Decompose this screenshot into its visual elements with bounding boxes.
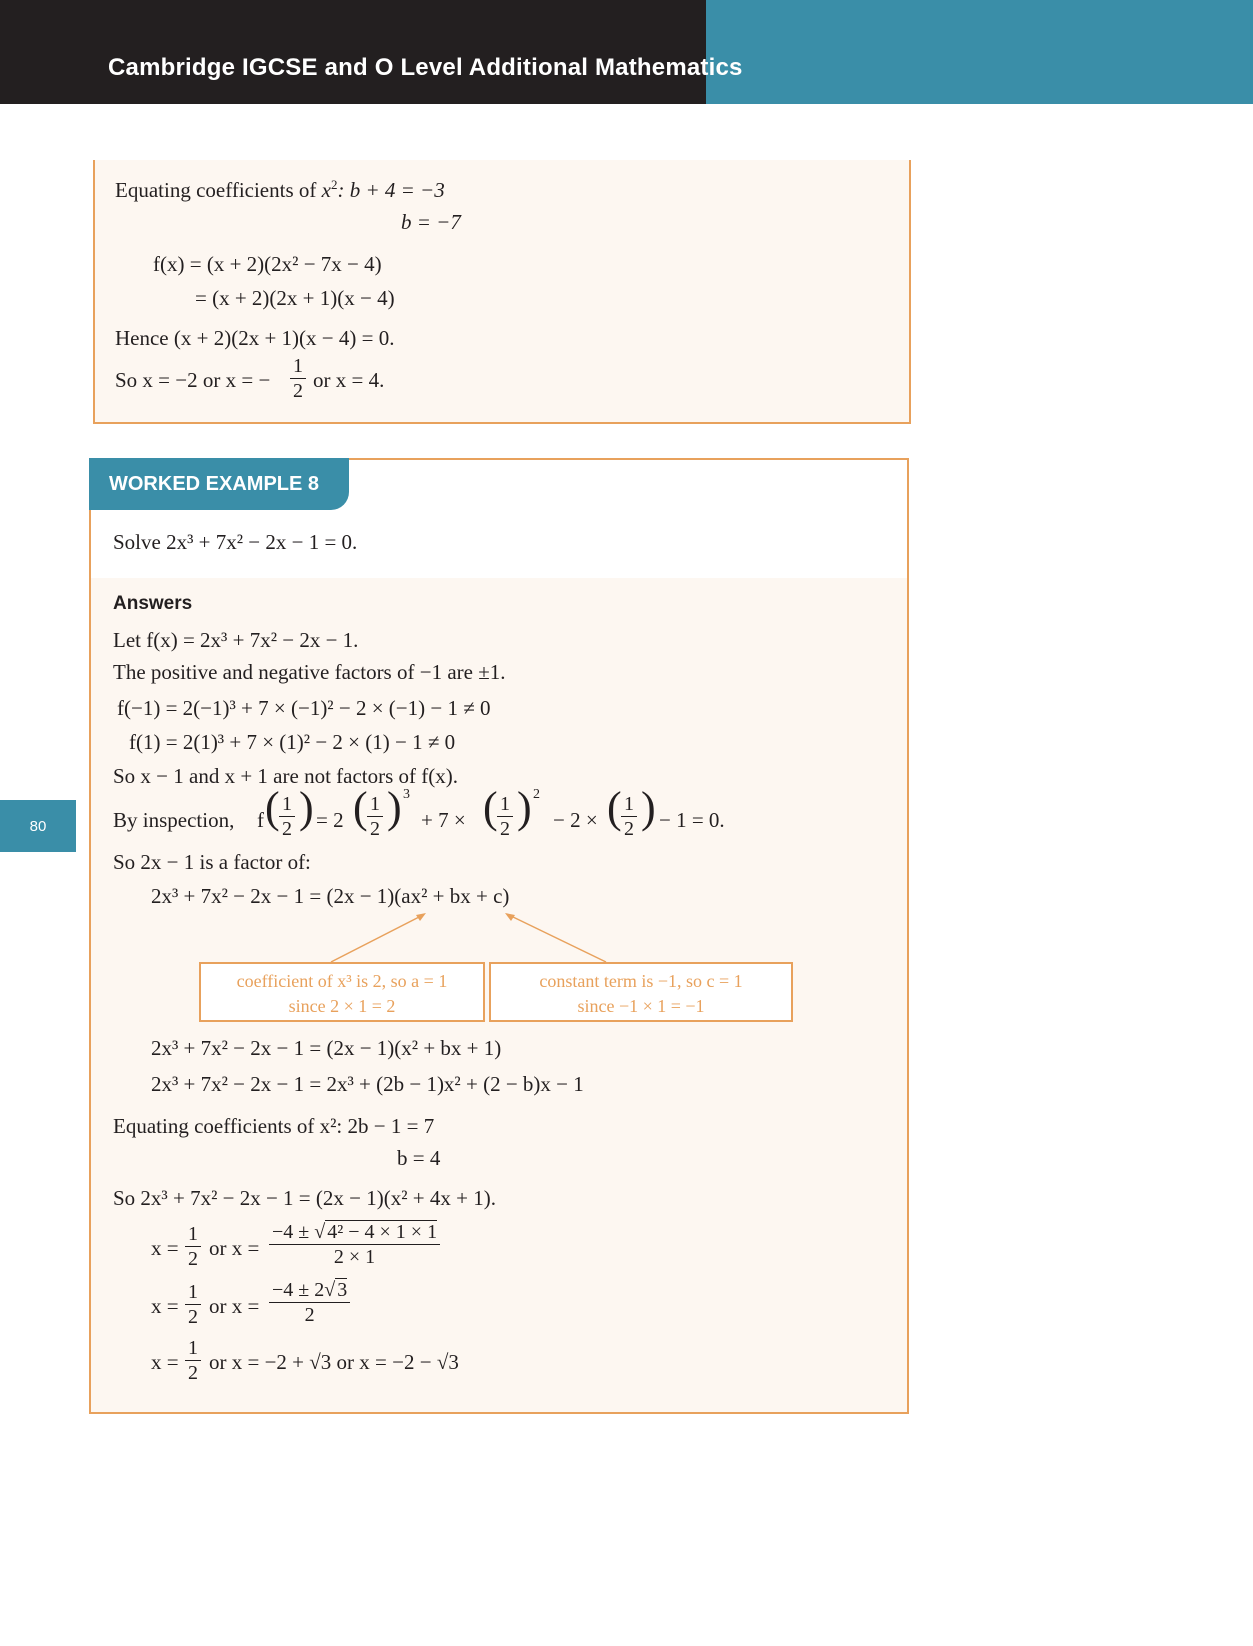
header-accent: [706, 0, 1253, 104]
fraction-half-q2: 1 2: [185, 1282, 201, 1327]
callout-coefficient-a: coefficient of x³ is 2, so a = 1 since 2 × 1 = 2: [199, 962, 485, 1022]
hence-line: Hence (x + 2)(2x + 1)(x − 4) = 0.: [115, 326, 395, 350]
substituted-line-2: 2x³ + 7x² − 2x − 1 = 2x³ + (2b − 1)x² + (2 − b)x − 1: [151, 1072, 584, 1096]
fraction-half-1: 1 2: [279, 794, 295, 839]
paren-close-2: ): [387, 783, 402, 832]
worked-example-8-box: [89, 458, 909, 1414]
or-x-equals-2: or x =: [209, 1294, 260, 1318]
callout-constant-c: constant term is −1, so c = 1 since −1 × 1 = −1: [489, 962, 793, 1022]
inspection-end: − 1 = 0.: [659, 808, 725, 832]
paren-close-3: ): [517, 783, 532, 832]
paren-open-2: (: [353, 783, 368, 832]
x-equals-2: x =: [151, 1294, 179, 1318]
paren-open-4: (: [607, 783, 622, 832]
paren-close-1: ): [299, 783, 314, 832]
book-title: Cambridge IGCSE and O Level Additional Mathematics: [108, 54, 743, 81]
page-number: 80: [0, 800, 76, 852]
b-value-line: b = −7: [401, 210, 461, 234]
paren-open-3: (: [483, 783, 498, 832]
x-equals-1: x =: [151, 1236, 179, 1260]
simplified-formula-fraction: −4 ± 2√ 3 2: [269, 1280, 350, 1325]
inspection-minus-2: − 2 ×: [553, 808, 598, 832]
inspection-plus-7: + 7 ×: [421, 808, 466, 832]
solutions-line-prefix: So x = −2 or x = −: [115, 368, 271, 392]
cube-exponent: 3: [403, 787, 410, 802]
question-text: Solve 2x³ + 7x² − 2x − 1 = 0.: [113, 530, 358, 554]
inspection-f: f: [257, 808, 264, 832]
f-one-line: f(1) = 2(1)³ + 7 × (1)² − 2 × (1) − 1 ≠ 0: [129, 730, 456, 754]
inspection-eq: = 2: [316, 808, 344, 832]
equating-coefficients-line: Equating coefficients of x²: 2b − 1 = 7: [113, 1114, 435, 1138]
fraction-half-2: 1 2: [367, 794, 383, 839]
arrowhead-c: [505, 913, 515, 921]
f-minus-one-line: f(−1) = 2(−1)³ + 7 × (−1)² − 2 × (−1) − 1 ≠ 0: [117, 696, 491, 720]
previous-example-answer-box: [93, 160, 911, 424]
worked-example-tab: WORKED EXAMPLE 8: [89, 458, 349, 510]
let-fx-line: Let f(x) = 2x³ + 7x² − 2x − 1.: [113, 628, 359, 652]
fx-factorised-line-1: f(x) = (x + 2)(2x² − 7x − 4): [153, 252, 382, 276]
paren-open-1: (: [265, 783, 280, 832]
identity-line: 2x³ + 7x² − 2x − 1 = (2x − 1)(ax² + bx + c): [151, 884, 510, 908]
square-exponent: 2: [533, 787, 540, 802]
inspection-label: By inspection,: [113, 808, 235, 832]
arrow-to-c: [511, 916, 606, 962]
quadratic-formula-fraction: −4 ± √ 4² − 4 × 1 × 1 2 × 1: [269, 1222, 440, 1267]
final-solutions: or x = −2 + √3 or x = −2 − √3: [209, 1350, 459, 1374]
fx-factorised-line-2: = (x + 2)(2x + 1)(x − 4): [195, 286, 395, 310]
factors-line: The positive and negative factors of −1 are ±1.: [113, 660, 506, 684]
fraction-one-half: 1 2: [290, 356, 306, 401]
fraction-half-q3: 1 2: [185, 1338, 201, 1383]
b-equals-four: b = 4: [397, 1146, 441, 1170]
factor-line: So 2x − 1 is a factor of:: [113, 850, 311, 874]
not-factors-line: So x − 1 and x + 1 are not factors of f(x).: [113, 764, 459, 788]
fraction-half-4: 1 2: [621, 794, 637, 839]
header-bar: [0, 0, 706, 104]
fraction-half-3: 1 2: [497, 794, 513, 839]
arrow-to-a: [331, 916, 421, 962]
solutions-line-suffix: or x = 4.: [313, 368, 385, 392]
substituted-line-1: 2x³ + 7x² − 2x − 1 = (2x − 1)(x² + bx + 1): [151, 1036, 502, 1060]
arrowhead-a: [416, 913, 426, 921]
x-equals-3: x =: [151, 1350, 179, 1374]
paren-close-4: ): [641, 783, 656, 832]
fraction-half-q1: 1 2: [185, 1224, 201, 1269]
callout-arrows: [91, 460, 907, 1412]
answers-heading: Answers: [113, 593, 193, 614]
equating-coefficients-line: Equating coefficients of $x^2$: b + 4 = −3: [115, 177, 445, 202]
or-x-equals-1: or x =: [209, 1236, 260, 1260]
factorised-line: So 2x³ + 7x² − 2x − 1 = (2x − 1)(x² + 4x + 1).: [113, 1186, 496, 1210]
